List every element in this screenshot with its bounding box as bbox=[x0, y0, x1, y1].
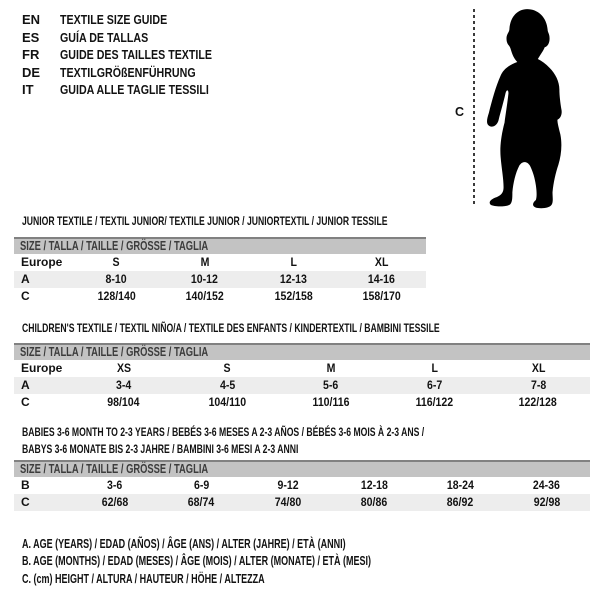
table-row-europe bbox=[14, 360, 590, 377]
size-cell: 8-10 bbox=[105, 272, 127, 286]
junior-section-title: JUNIOR TEXTILE / TEXTIL JUNIOR/ TEXTILE JUNIOR / JUNIORTEXTIL / JUNIOR TESSILE bbox=[22, 214, 388, 228]
row-label: B bbox=[21, 478, 30, 492]
row-label: Europe bbox=[21, 361, 63, 375]
language-title: GUÍA DE TALLAS bbox=[60, 29, 149, 45]
size-header-label: SIZE / TALLA / TAILLE / GRÖSSE / TAGLIA bbox=[20, 345, 209, 359]
size-cell: L bbox=[431, 361, 438, 375]
language-code: FR bbox=[22, 47, 40, 62]
babies-size-table bbox=[14, 460, 590, 511]
measure-label-c: C bbox=[455, 105, 465, 119]
toddler-silhouette-image bbox=[483, 4, 577, 210]
language-title: GUIDA ALLE TAGLIE TESSILI bbox=[60, 82, 209, 97]
children-section-title: CHILDREN'S TEXTILE / TEXTIL NIÑO/A / TEXTILE DES ENFANTS / KINDERTEXTIL / BAMBINI TESSILE bbox=[22, 321, 440, 335]
size-cell: 80/86 bbox=[360, 495, 388, 509]
size-cell: 98/104 bbox=[107, 395, 140, 409]
size-cell: 6-9 bbox=[193, 478, 210, 492]
size-cell: 12-18 bbox=[360, 478, 388, 492]
size-cell: L bbox=[290, 255, 297, 269]
babies-section-title: BABIES 3-6 MONTH TO 2-3 YEARS / BEBÉS 3-6 MESES A 2-3 AÑOS / BÉBÉS 3-6 MOIS À 2-3 ANS / BABYS 3-6 MONATE BIS 2-3 JAHRE / BAMBINI 3-6 MESI A 2-3 ANNI bbox=[22, 425, 425, 456]
footnotes bbox=[22, 536, 507, 588]
size-header-label: SIZE / TALLA / TAILLE / GRÖSSE / TAGLIA bbox=[20, 239, 209, 253]
size-cell: XL bbox=[531, 361, 545, 375]
language-title: TEXTILE SIZE GUIDE bbox=[60, 12, 168, 27]
size-header-label: SIZE / TALLA / TAILLE / GRÖSSE / TAGLIA bbox=[20, 462, 209, 476]
size-cell: XL bbox=[374, 255, 389, 269]
size-cell: 116/122 bbox=[415, 395, 454, 409]
size-cell: 128/140 bbox=[97, 289, 136, 303]
size-cell: 7-8 bbox=[530, 378, 546, 392]
size-cell: 9-12 bbox=[277, 478, 299, 492]
table-row-age bbox=[14, 377, 590, 394]
footnote-line-c: C. (cm) HEIGHT / ALTURA / HAUTEUR / HÖHE / ALTEZZA bbox=[22, 571, 265, 586]
table-row-months bbox=[14, 477, 590, 494]
footnote-line-a: A. AGE (YEARS) / EDAD (AÑOS) / ÂGE (ANS) / ALTER (JAHRE) / ETÀ (ANNI) bbox=[22, 537, 346, 551]
size-cell: 158/170 bbox=[362, 289, 401, 303]
size-cell: 6-7 bbox=[426, 378, 443, 392]
row-label: C bbox=[21, 395, 30, 409]
size-cell: 86/92 bbox=[447, 495, 474, 509]
language-title: GUIDE DES TAILLES TEXTILE bbox=[60, 47, 213, 62]
size-cell: 62/68 bbox=[101, 495, 129, 509]
row-label: A bbox=[21, 272, 30, 286]
size-cell: XS bbox=[116, 361, 131, 375]
size-cell: S bbox=[112, 255, 120, 269]
size-cell: 24-36 bbox=[533, 478, 561, 492]
size-cell: 18-24 bbox=[446, 478, 474, 492]
language-title: TEXTILGRÖßENFÜHRUNG bbox=[60, 64, 196, 80]
size-cell: 92/98 bbox=[533, 495, 561, 509]
size-cell: M bbox=[326, 361, 336, 375]
size-cell: M bbox=[200, 255, 210, 269]
size-cell: 12-13 bbox=[279, 272, 307, 286]
size-cell: 3-6 bbox=[107, 478, 123, 492]
row-label: C bbox=[21, 495, 30, 509]
row-label: Europe bbox=[21, 255, 63, 269]
language-code: DE bbox=[22, 64, 41, 80]
size-cell: 122/128 bbox=[519, 395, 558, 409]
language-code: ES bbox=[22, 29, 40, 45]
size-cell: 74/80 bbox=[274, 495, 302, 509]
row-label: A bbox=[21, 378, 30, 392]
language-code: EN bbox=[22, 12, 41, 27]
size-cell: 110/116 bbox=[312, 395, 350, 409]
language-code: IT bbox=[22, 82, 34, 97]
size-cell: 152/158 bbox=[274, 289, 313, 303]
footnote-line-b: B. AGE (MONTHS) / EDAD (MESES) / ÂGE (MOIS) / ALTER (MONATE) / ETÀ (MESI) bbox=[22, 554, 371, 569]
language-legend bbox=[22, 11, 245, 99]
table-row-europe bbox=[14, 254, 426, 271]
children-size-table bbox=[14, 343, 590, 411]
table-row-age bbox=[14, 271, 426, 288]
junior-size-table bbox=[14, 237, 426, 305]
size-header-bar bbox=[14, 460, 590, 477]
size-header-bar bbox=[14, 237, 426, 254]
table-row-height bbox=[14, 394, 590, 411]
size-cell: 104/110 bbox=[208, 395, 247, 409]
size-cell: 14-16 bbox=[368, 272, 396, 286]
size-cell: 4-5 bbox=[219, 378, 236, 392]
row-label: C bbox=[21, 289, 30, 303]
size-cell: 3-4 bbox=[116, 378, 132, 392]
table-row-height bbox=[14, 288, 426, 305]
size-cell: 68/74 bbox=[188, 495, 215, 509]
size-header-bar bbox=[14, 343, 590, 360]
size-cell: 10-12 bbox=[191, 272, 219, 286]
size-cell: S bbox=[223, 361, 231, 375]
height-measure-dashed-line bbox=[473, 9, 475, 206]
table-row-height bbox=[14, 494, 590, 511]
size-cell: 5-6 bbox=[323, 378, 339, 392]
size-cell: 140/152 bbox=[185, 289, 224, 303]
